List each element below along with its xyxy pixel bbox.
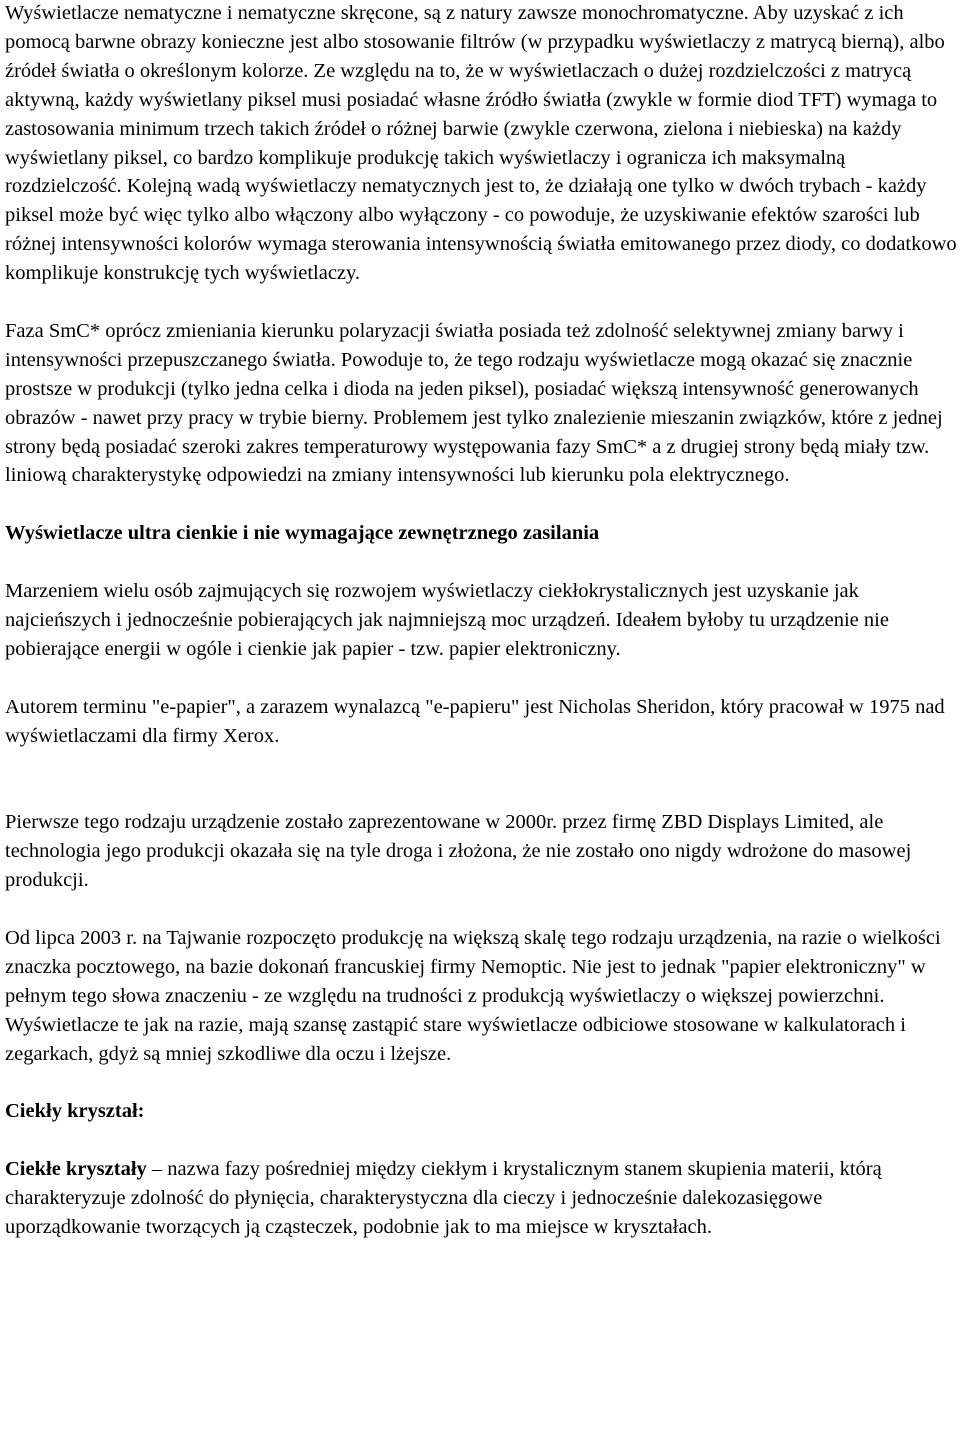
paragraph-spacer <box>5 895 957 924</box>
paragraph-spacer <box>5 548 957 577</box>
paragraph-spacer <box>5 664 957 693</box>
section-heading-liquid-crystal: Ciekły kryształ: <box>5 1100 145 1123</box>
paragraph-spacer <box>5 490 957 519</box>
paragraph-spacer <box>5 751 957 809</box>
paragraph-spacer <box>5 288 957 317</box>
paragraph-taiwan-production: Od lipca 2003 r. na Tajwanie rozpoczęto produkcję na większą skalę tego rodzaju urządzenia, na razie o wielkości znaczka pocztowego, na bazie dokonań francuskiej firmy Nemoptic. Nie jest to jednak "papier elektroniczny" w pełnym tego słowa znaczeniu - ze względu na trudności z produkcją wyświetlaczy o większej powierzchni. Wyświetlacze te jak na razie, mają szansę zastąpić stare wyświetlacze odbiciowe stosowane w kalkulatorach i zegarkach, gdyż są mniej szkodliwe dla oczu i lżejsze. <box>5 926 941 1065</box>
defined-term: Ciekłe kryształy <box>5 1158 147 1181</box>
paragraph-spacer <box>5 1126 957 1155</box>
paragraph-zbd-displays: Pierwsze tego rodzaju urządzenie zostało zaprezentowane w 2000r. przez firmę ZBD Displays Limited, ale technologia jego produkcji okazała się na tyle droga i złożona, że nie zostało ono nigdy wdrożone do masowej produkcji. <box>5 811 912 892</box>
document-page <box>5 0 957 1242</box>
paragraph-smc-phase: Faza SmC* oprócz zmieniania kierunku polaryzacji światła posiada też zdolność selektywnej zmiany barwy i intensywności przepuszczanego światła. Powoduje to, że tego rodzaju wyświetlacze mogą okazać się znacznie prostsze w produkcji (tylko jedna celka i dioda na jeden piksel), posiadać większą intensywność generowanych obrazów - nawet przy pracy w trybie bierny. Problemem jest tylko znalezienie mieszanin związków, które z jednej strony będą posiadać szeroki zakres temperaturowy występowania fazy SmC* a z drugiej strony będą miały tzw. liniową charakterystykę odpowiedzi na zmiany intensywności lub kierunku pola elektrycznego. <box>5 319 943 487</box>
paragraph-spacer <box>5 1068 957 1097</box>
paragraph-electronic-paper: Marzeniem wielu osób zajmujących się rozwojem wyświetlaczy ciekłokrystalicznych jest uzyskanie jak najcieńszych i jednocześnie pobierających jak najmniejszą moc urządzeń. Ideałem byłoby tu urządzenie nie pobierające energii w ogóle i cienkie jak papier - tzw. papier elektroniczny. <box>5 580 889 660</box>
paragraph-nematic-displays: Wyświetlacze nematyczne i nematyczne skręcone, są z natury zawsze monochromatyczne. Aby uzyskać z ich pomocą barwne obrazy konieczne jest albo stosowanie filtrów (w przypadku wyświetlaczy z matrycą bierną), albo źródeł światła o określonym kolorze. Ze względu na to, że w wyświetlaczach o dużej rozdzielczości z matrycą aktywną, każdy wyświetlany piksel musi posiadać własne źródło światła (zwykle w formie diod TFT) wymaga to zastosowania minimum trzech takich źródeł o różnej barwie (zwykle czerwona, zielona i niebieska) na każdy wyświetlany piksel, co bardzo komplikuje produkcję takich wyświetlaczy i ogranicza ich maksymalną rozdzielczość. Kolejną wadą wyświetlaczy nematycznych jest to, że działają one tylko w dwóch trybach - każdy piksel może być więc tylko albo włączony albo wyłączony - co powoduje, że uzyskiwanie efektów szarości lub różnej intensywności kolorów wymaga sterowania intensywnością światła emitowanego przez diody, co dodatkowo komplikuje konstrukcję tych wyświetlaczy. <box>5 2 957 285</box>
definition-text: – nazwa fazy pośredniej między ciekłym i krystalicznym stanem skupienia materii, którą charakteryzuje zdolność do płynięcia, charakterystyczna dla cieczy i jednocześnie dalekozasięgowe uporządkowanie tworzących ją cząsteczek, podobnie jak to ma miejsce w kryształach. <box>5 1158 882 1238</box>
section-heading-ultra-thin-displays: Wyświetlacze ultra cienkie i nie wymagające zewnętrznego zasilania <box>5 522 600 545</box>
paragraph-liquid-crystal-definition <box>5 1155 957 1242</box>
paragraph-e-paper-author: Autorem terminu "e-papier", a zarazem wynalazcą "e-papieru" jest Nicholas Sheridon, który pracował w 1975 nad wyświetlaczami dla firmy Xerox. <box>5 695 945 747</box>
